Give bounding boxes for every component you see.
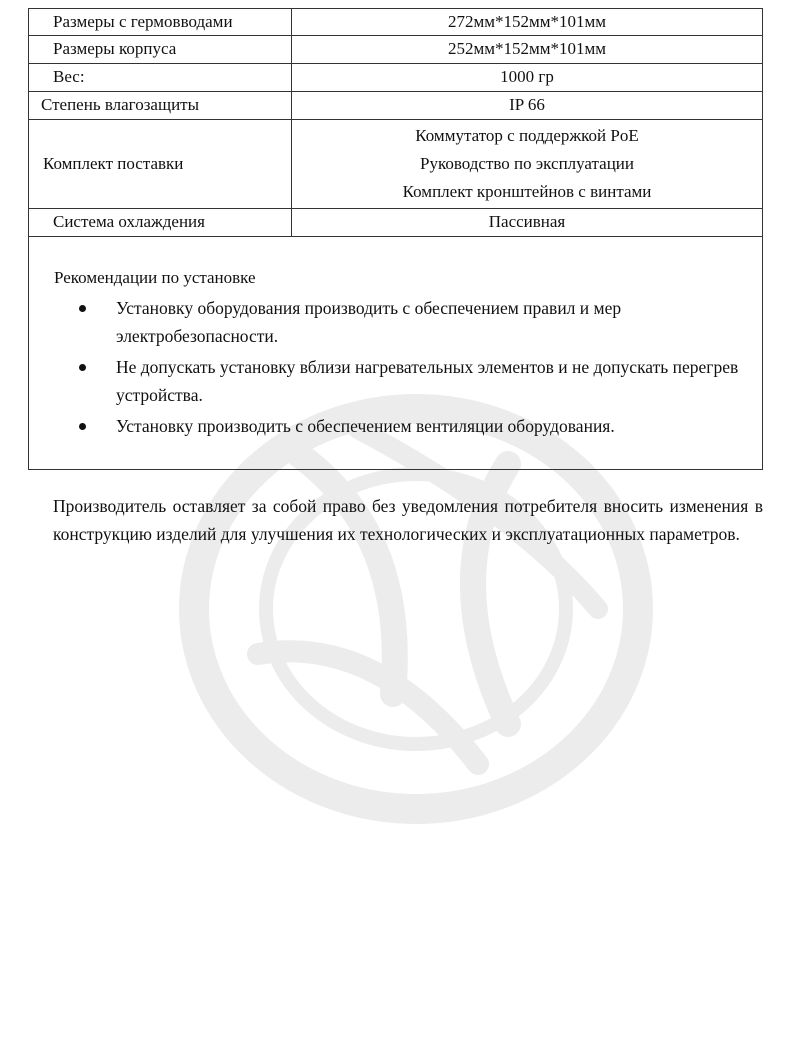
manufacturer-disclaimer: Производитель оставляет за собой право без уведомления потребителя вносить изменения в конструкцию изделий для улучшения их технологических и эксплуатационных параметров. — [53, 496, 763, 544]
kit-item: Руководство по эксплуатации — [419, 154, 635, 173]
table-row — [29, 64, 763, 92]
recommendations-title: Рекомендации по установке — [54, 268, 256, 287]
kit-item: Комплект кронштейнов с винтами — [402, 182, 652, 201]
spec-value: 1000 гр — [292, 64, 763, 92]
spec-value: 252мм*152мм*101мм — [292, 36, 763, 64]
table-row — [29, 9, 763, 36]
spec-label: Комплект поставки — [43, 153, 184, 173]
table-row — [29, 120, 763, 209]
list-item-text: Установку производить с обеспечением вентиляции оборудования. — [116, 416, 615, 436]
list-item — [54, 412, 742, 440]
spec-label: Система охлаждения — [53, 212, 205, 232]
spec-value: IP 66 — [292, 92, 763, 120]
spec-label: Степень влагозащиты — [41, 95, 200, 115]
table-row-recommendations — [29, 237, 763, 470]
bullet-icon — [79, 364, 86, 371]
kit-item: Коммутатор с поддержкой PoE — [415, 126, 639, 145]
spec-value: Пассивная — [292, 209, 763, 237]
list-item — [54, 294, 742, 350]
bullet-icon — [79, 305, 86, 312]
spec-label: Размеры корпуса — [53, 39, 177, 59]
spec-label: Размеры с гермовводами — [53, 11, 233, 31]
table-row — [29, 92, 763, 120]
spec-value: 272мм*152мм*101мм — [292, 9, 763, 36]
table-row — [29, 36, 763, 64]
table-row — [29, 209, 763, 237]
spec-label: Вес: — [53, 67, 85, 87]
spec-value-kit — [292, 120, 763, 209]
bullet-icon — [79, 423, 86, 430]
list-item-text: Установку оборудования производить с обеспечением правил и мер электробезопасности. — [116, 298, 622, 346]
specifications-table — [28, 8, 763, 470]
list-item — [54, 353, 742, 409]
recommendations-list — [54, 294, 742, 440]
list-item-text: Не допускать установку вблизи нагревательных элементов и не допускать перегрев устройства. — [116, 357, 739, 405]
recommendations-cell — [29, 237, 763, 470]
